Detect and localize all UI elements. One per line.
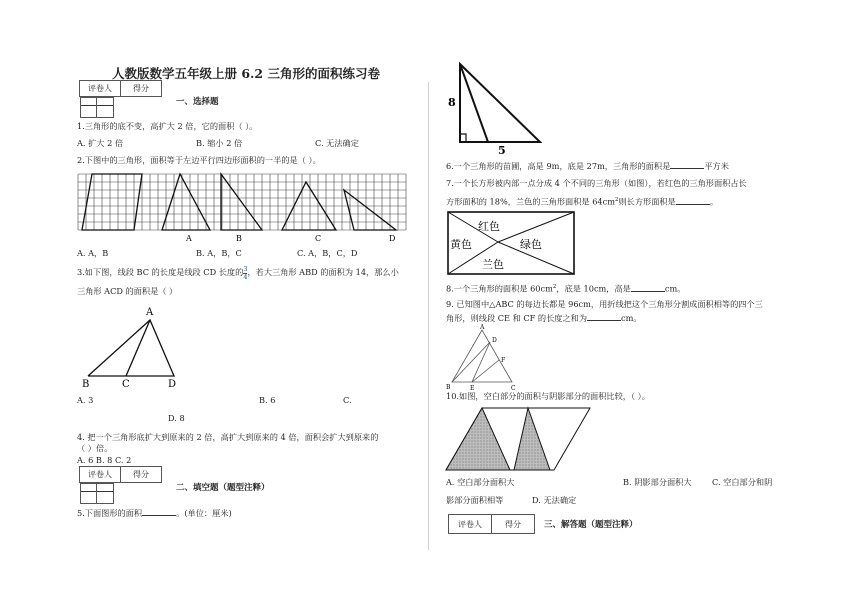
score-table-3 (448, 514, 535, 534)
triangle-d-shape (344, 190, 396, 230)
q8-sup: 2 (552, 284, 557, 290)
q5-line (77, 507, 232, 519)
q3-text-before: 3.如下图，线段 BC 的长度是线段 CD 长度的 (77, 267, 244, 277)
q9-point-c: C (511, 385, 516, 392)
q2-option-b: B. A，B，C (196, 248, 242, 258)
q9-point-b: B (446, 384, 451, 391)
q7-end: 。 (709, 196, 719, 207)
q10-option-c-cont: 影部分面积相等 (446, 495, 504, 505)
q3-frac-num: 3 (243, 265, 248, 273)
q9-line2 (446, 312, 642, 324)
q8-mid: ，底是 10cm，高是 (556, 283, 631, 294)
q7-blue-label: 兰色 (482, 258, 504, 271)
q10-option-c: C. 空白部分和阴 (712, 477, 773, 487)
q1-text: 1.三角形的底不变，高扩大 2 倍，它的面积（ ）。 (77, 121, 258, 131)
q9-point-f: F (501, 357, 506, 364)
parallelogram-shape (82, 174, 142, 230)
q3-point-d: D (168, 379, 177, 390)
q4-options: A. 6 B. 8 C. 2 (77, 455, 132, 465)
q6-unit: 平方米 (704, 161, 729, 171)
q3-triangle-figure (76, 304, 188, 390)
triangle-label-a: A (186, 234, 192, 243)
q10-shaded-triangle-1 (446, 408, 510, 470)
q3-option-a: A. 3 (77, 395, 94, 405)
q7-text-before: 方形面积的 18%，兰色的三角形面积是 64cm (446, 196, 615, 207)
triangle-a-shape (162, 174, 210, 230)
column-divider (428, 82, 429, 550)
q8-unit: cm。 (664, 283, 686, 294)
q3-text-after: ，若大三角形 ABD 的面积为 14，那么小 (247, 267, 399, 277)
q9-point-a: A (480, 324, 485, 331)
q5-answer-blank[interactable] (142, 507, 176, 516)
reviewer-header: 评卷人 (449, 515, 492, 534)
score-table-1 (79, 80, 162, 108)
q7-answer-blank[interactable] (676, 196, 710, 205)
q10-parallelogram-figure (444, 404, 596, 476)
reviewer-cell (80, 98, 97, 118)
q7-sup: 2 (614, 197, 619, 203)
q7-line2 (446, 195, 718, 208)
q9-point-e: E (470, 385, 475, 392)
triangle-label-c: C (315, 234, 322, 243)
q9-unit: cm。 (621, 313, 642, 323)
q5-base-label: 5 (498, 144, 506, 156)
q2-option-a: A. A，B (77, 248, 109, 258)
section-choice-heading: 一、选择题 (176, 97, 219, 107)
score-header: 得分 (121, 467, 162, 483)
q5-height-label: 8 (448, 96, 456, 109)
q3-line1 (77, 266, 399, 280)
reviewer-header: 评卷人 (80, 467, 121, 483)
q10-option-b: B. 阴影部分面积大 (623, 477, 692, 487)
q3-option-c: C. (343, 395, 352, 405)
reviewer-header: 评卷人 (80, 81, 121, 97)
q9-text: 角形，则线段 CE 和 CF 的长度之和为 (446, 313, 588, 323)
score-cell (97, 484, 114, 504)
q2-option-c: C. A，B，C，D (297, 248, 358, 258)
triangle-label-b: B (236, 234, 242, 243)
q9-point-d: D (492, 337, 497, 344)
q7-red-label: 红色 (478, 220, 500, 233)
q1-option-b: B. 缩小 2 倍 (196, 138, 243, 148)
q6-line (446, 160, 729, 172)
section-fill-heading: 二、填空题（题型注释） (176, 483, 270, 493)
q3-line2: 三角形 ACD 的面积是（ ） (77, 286, 178, 296)
score-header: 得分 (492, 515, 535, 534)
reviewer-cell (80, 484, 97, 504)
q10-option-a: A. 空白部分面积大 (446, 477, 515, 487)
q3-frac-den: 4 (243, 272, 248, 281)
q7-rectangle-figure (446, 210, 578, 278)
score-table-2 (79, 466, 162, 494)
q9-line1: 9. 已知图中△ABC 的每边长都是 96cm，用折线把这个三角形分割成面积相等的四个三 (446, 299, 763, 309)
q7-green-label: 绿色 (520, 238, 542, 251)
q1-option-a: A. 扩大 2 倍 (77, 138, 124, 148)
page-title: 人教版数学五年级上册 6.2 三角形的面积练习卷 (112, 66, 380, 81)
q10-text: 10.如图，空白部分的面积与阴影部分的面积比较，（ ）。 (446, 391, 650, 401)
q5-triangle-figure (446, 58, 552, 156)
q3-option-d: D. 8 (168, 413, 185, 423)
q9-answer-blank[interactable] (587, 312, 621, 321)
q3-point-a: A (146, 307, 154, 318)
triangle-label-d: D (389, 234, 396, 243)
q6-answer-blank[interactable] (670, 160, 704, 169)
q3-option-b: B. 6 (259, 395, 276, 405)
q4-line1: 4. 把一个三角形底扩大到原来的 2 倍，高扩大到原来的 4 倍，面积会扩大到原来的 (77, 432, 379, 442)
q8-text: 8.一个三角形的面积是 60cm (446, 283, 553, 294)
q4-line2: （ ）倍。 (77, 443, 113, 453)
q7-yellow-label: 黄色 (450, 238, 472, 251)
q2-grid-figure (76, 172, 412, 244)
q1-option-c: C. 无法确定 (315, 138, 359, 148)
q8-answer-blank[interactable] (631, 283, 665, 292)
q2-text: 2.下图中的三角形，面积等于左边平行四边形面积的一半的是（ ）。 (77, 155, 321, 165)
triangle-b-shape (221, 174, 262, 230)
q3-point-c: C (122, 379, 130, 390)
q10-shaded-triangle-2 (514, 408, 550, 470)
q9-triangle-figure (444, 324, 524, 392)
q6-text: 6.一个三角形的苗圃，高是 9m，底是 27m，三角形的面积是 (446, 161, 671, 171)
q7-text-after: 则长方形面积是 (618, 196, 676, 207)
q5-unit: 。(单位：厘米) (176, 508, 232, 518)
score-header: 得分 (121, 81, 162, 97)
q3-point-b: B (82, 379, 90, 390)
q7-line1: 7.一个长方形被内部一点分成 4 个不同的三角形（如图），若红色的三角形面积占长 (446, 178, 747, 188)
section-answer-heading: 三、解答题（题型注释） (544, 520, 638, 530)
q5-text: 5.下面图形的面积 (77, 508, 143, 518)
score-cell (97, 98, 114, 118)
q10-option-d: D. 无法确定 (532, 495, 577, 505)
q8-line (446, 282, 685, 295)
